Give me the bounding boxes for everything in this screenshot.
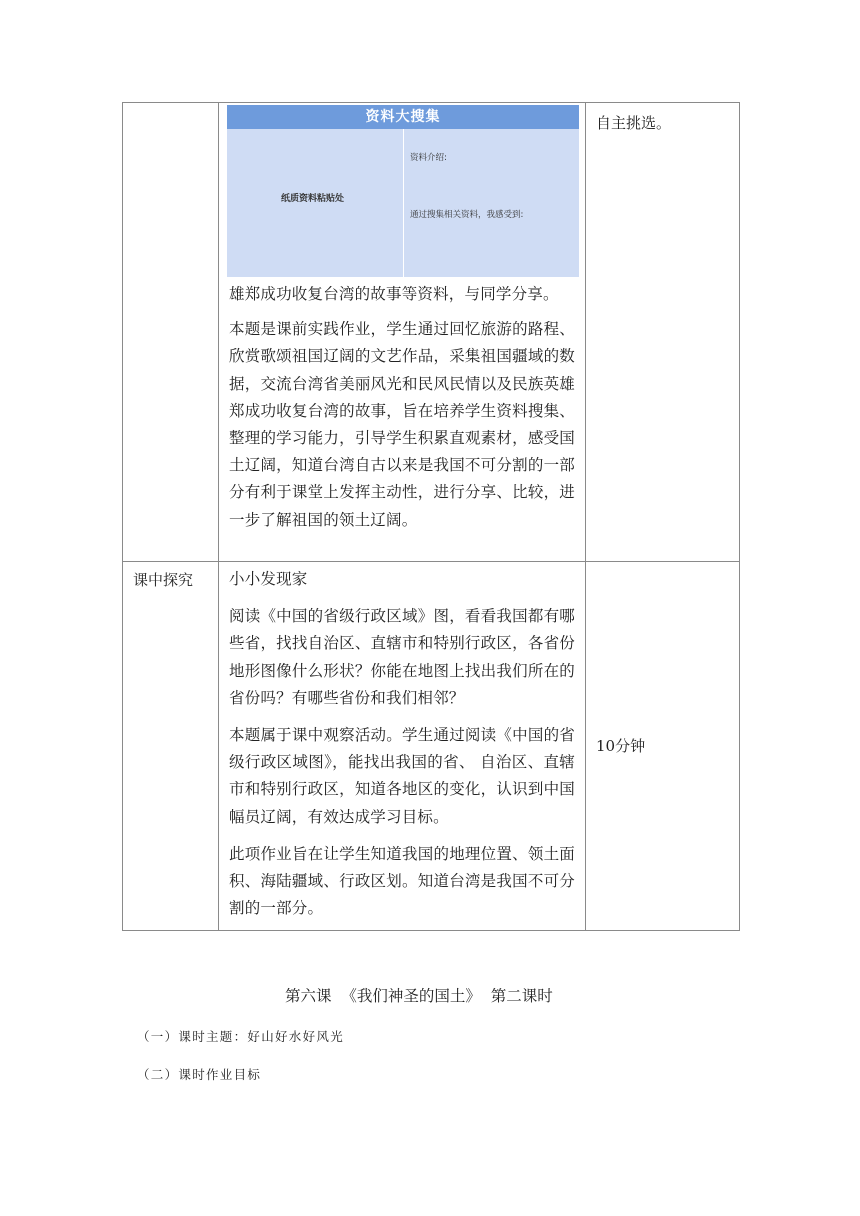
- homework-table: [122, 102, 740, 931]
- task-text: 雄郑成功收复台湾的故事等资料，与同学分享。: [229, 285, 559, 303]
- stage-cell: [123, 562, 219, 931]
- time-cell: [586, 103, 740, 562]
- card-header: 资料大搜集: [227, 105, 579, 129]
- content-cell: [219, 103, 586, 562]
- paste-area: [227, 129, 404, 277]
- time-cell: [586, 562, 740, 931]
- material-collection-image: [227, 105, 579, 277]
- stage-label: 课中探究: [133, 571, 194, 589]
- lesson-title: 第六课 《我们神圣的国土》 第二课时: [285, 987, 553, 1005]
- time-label: 10分钟: [596, 737, 646, 756]
- table-row: [123, 103, 740, 562]
- task-analysis: 本题是课前实践作业，学生通过回忆旅游的路程、欣赏歌颂祖国辽阔的文艺作品，采集祖国疆域的数据，交流台湾省美丽风光和民风民情以及民族英雄郑成功收复台湾的故事，旨在培养学生资料搜集、整理的学习能力，引导学生积累直观素材，感受国土辽阔，知道台湾自古以来是我国不可分割的一部分有利于课堂上发挥主动性，进行分享、比较，进一步了解祖国的领土辽阔。: [229, 320, 575, 529]
- content-cell: [219, 562, 586, 931]
- table-row: [123, 562, 740, 931]
- task-text: 阅读《中国的省级行政区域》图，看看我国都有哪些省，找找自治区、直辖市和特别行政区，各省份地形图像什么形状？你能在地图上找出我们所在的省份吗？有哪些省份和我们相邻？: [229, 607, 575, 707]
- reflection-label: 通过搜集相关资料，我感受到:: [410, 210, 524, 220]
- stage-cell: [123, 103, 219, 562]
- section-heading: （一）课时主题：好山好水好风光: [137, 1029, 345, 1044]
- section-heading: （二）课时作业目标: [137, 1067, 262, 1082]
- time-label: 自主挑选。: [596, 114, 672, 132]
- paste-area-label: 纸质资料粘贴处: [281, 194, 345, 204]
- task-analysis: 本题属于课中观察活动。学生通过阅读《中国的省级行政区域图》，能找出我国的省、 自治区、直辖市和特别行政区，知道各地区的变化，认识到中国幅员辽阔，有效达成学习目标。: [229, 726, 575, 826]
- task-title: 小小发现家: [229, 570, 308, 588]
- material-intro-label: 资料介绍:: [410, 153, 447, 163]
- task-goal: 此项作业旨在让学生知道我国的地理位置、领土面积、海陆疆域、行政区划。知道台湾是我国不可分割的一部分。: [229, 844, 575, 918]
